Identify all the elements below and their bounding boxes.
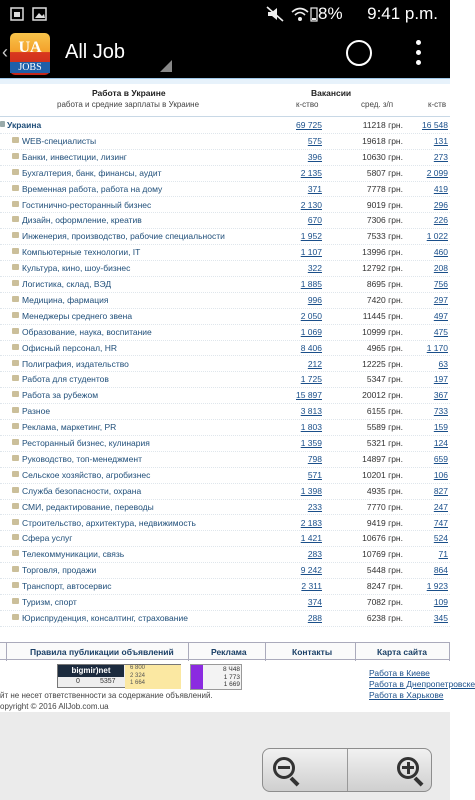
- avg-salary: 9419 грн.: [366, 517, 403, 528]
- folder-icon: [12, 455, 19, 461]
- avg-salary: 20012 грн.: [362, 390, 403, 401]
- table-row: [0, 261, 450, 277]
- table-row: [0, 563, 450, 579]
- vacancy-count-link[interactable]: 69 725: [296, 120, 322, 130]
- table-row: [0, 547, 450, 563]
- table-row: [0, 404, 450, 420]
- avg-salary: 19618 грн.: [362, 135, 403, 146]
- table-row: [0, 420, 450, 436]
- category-link[interactable]: Руководство, топ-менеджмент: [22, 453, 142, 464]
- avg-salary: 5589 грн.: [366, 422, 403, 433]
- resume-count-link[interactable]: 345: [433, 612, 448, 623]
- category-link[interactable]: Временная работа, работа на дому: [22, 183, 163, 194]
- vacancy-count-link[interactable]: 1 952: [300, 231, 322, 242]
- vacancy-count-link[interactable]: 1 885: [300, 279, 322, 289]
- avg-salary: 7420 грн.: [366, 294, 403, 305]
- category-link[interactable]: Туризм, спорт: [22, 597, 77, 607]
- category-link[interactable]: Банки, инвестиции, лизинг: [22, 151, 127, 162]
- resume-count-link[interactable]: 827: [433, 485, 448, 496]
- resume-count-link[interactable]: 475: [433, 326, 448, 337]
- vacancy-count-link[interactable]: 9 242: [300, 565, 322, 576]
- resume-count-link[interactable]: 297: [433, 294, 448, 305]
- avg-salary: 6238 грн.: [366, 612, 403, 623]
- avg-salary: 4965 грн.: [366, 342, 403, 353]
- header-salary: сред. з/п: [361, 100, 394, 109]
- vacancy-count-link[interactable]: 1 421: [300, 533, 322, 544]
- table-row: [0, 213, 450, 229]
- clock: 9:41 p.m.: [367, 4, 438, 23]
- table-row: [0, 134, 450, 150]
- app-title: All Job: [65, 41, 126, 63]
- wifi-icon: [291, 6, 309, 22]
- zoom-out-button[interactable]: [273, 757, 301, 785]
- folder-icon: [12, 360, 19, 366]
- resume-count-link[interactable]: 2 099: [426, 167, 448, 178]
- bigmir-zero: 0: [76, 678, 80, 685]
- category-link[interactable]: Полиграфия, издательство: [22, 358, 129, 369]
- category-link[interactable]: Служба безопасности, охрана: [22, 485, 142, 496]
- vacancy-count-link[interactable]: 2 311: [301, 581, 322, 592]
- category-link[interactable]: Медицина, фармация: [22, 294, 109, 305]
- category-link[interactable]: WEB-специалисты: [22, 135, 97, 146]
- battery-icon: [310, 6, 318, 22]
- table-row: [0, 229, 450, 245]
- resume-count-link[interactable]: 756: [433, 279, 448, 289]
- table-row: [0, 198, 450, 214]
- folder-icon: [12, 375, 19, 381]
- table-row: [0, 468, 450, 484]
- resume-count-link[interactable]: 247: [433, 501, 448, 512]
- resume-count-link[interactable]: 106: [433, 469, 448, 480]
- vacancy-count-link[interactable]: 1 107: [300, 247, 322, 258]
- table-row: [0, 484, 450, 500]
- vacancy-count-link[interactable]: 1 803: [300, 422, 322, 433]
- avg-salary: 7533 грн.: [366, 231, 403, 242]
- category-link[interactable]: Торговля, продажи: [22, 565, 97, 576]
- header-vacancies: Вакансии: [311, 88, 352, 98]
- bigmir-number: 5357: [100, 678, 116, 685]
- folder-icon: [12, 232, 19, 238]
- header-region: Работа в Украине: [92, 88, 166, 98]
- vacancy-count-link[interactable]: 798: [307, 453, 322, 464]
- city-links: [369, 668, 475, 701]
- collapse-icon[interactable]: [0, 121, 5, 127]
- vacancy-count-link[interactable]: 2 183: [300, 517, 322, 528]
- disclaimer-text: йт не несет ответственности за содержание объявлений.: [0, 691, 213, 700]
- resume-count-link[interactable]: 1 022: [426, 231, 448, 242]
- vacancy-count-link[interactable]: 996: [307, 294, 322, 305]
- vacancy-count-link[interactable]: 1 398: [300, 485, 322, 496]
- resume-count-link[interactable]: 733: [433, 406, 448, 417]
- counter-logo-icon: [191, 665, 203, 689]
- avg-salary: 10676 грн.: [362, 533, 403, 544]
- footer-nav: [0, 642, 450, 660]
- table-row: [0, 388, 450, 404]
- category-link[interactable]: Строительство, архитектура, недвижимость: [22, 517, 196, 528]
- table-row: [0, 611, 450, 627]
- category-link[interactable]: Менеджеры среднего звена: [22, 310, 133, 321]
- resume-count-link[interactable]: 208: [433, 263, 448, 274]
- category-link[interactable]: Логистика, склад, ВЭД: [22, 279, 112, 289]
- notification-icon: [10, 6, 26, 22]
- avg-salary: 10201 грн.: [362, 469, 403, 480]
- contacts-link[interactable]: Контакты: [292, 647, 333, 657]
- ads-link[interactable]: Реклама: [211, 647, 247, 657]
- avg-salary: 5448 грн.: [366, 565, 403, 576]
- avg-salary: 8695 грн.: [366, 279, 403, 289]
- vacancy-count-link[interactable]: 1 725: [300, 374, 322, 385]
- header-count2: к-ств: [428, 100, 447, 109]
- avg-salary: 10999 грн.: [362, 326, 403, 337]
- bigmir-brand: bigmir)net: [58, 665, 124, 677]
- folder-icon: [12, 487, 19, 493]
- folder-icon: [12, 503, 19, 509]
- vacancy-count-link[interactable]: 212: [307, 358, 322, 369]
- mute-icon: [266, 6, 286, 22]
- page-top-border: [0, 78, 450, 84]
- avg-salary: 12225 грн.: [362, 358, 403, 369]
- vacancy-count-link[interactable]: 670: [307, 215, 322, 226]
- folder-icon: [12, 153, 19, 159]
- bigmir-stats: 6 800 2 324 1 664: [125, 665, 181, 689]
- folder-icon: [12, 280, 19, 286]
- vacancy-count-link[interactable]: 288: [307, 612, 322, 623]
- status-bar: [0, 0, 450, 30]
- table-row: [0, 325, 450, 341]
- zoom-controls: [262, 748, 432, 792]
- resume-count-link[interactable]: 109: [433, 597, 448, 607]
- vacancy-count-link[interactable]: 374: [307, 597, 322, 607]
- battery-percent: 8%: [318, 4, 343, 23]
- category-link[interactable]: Юриспруденция, консалтинг, страхование: [22, 612, 188, 623]
- folder-icon: [12, 264, 19, 270]
- resume-count-link[interactable]: 16 548: [422, 120, 448, 130]
- resume-count-link[interactable]: 659: [433, 453, 448, 464]
- header-divider: [0, 116, 450, 117]
- category-link[interactable]: Реклама, маркетинг, PR: [22, 422, 117, 433]
- folder-icon: [12, 598, 19, 604]
- vacancy-count-link[interactable]: 575: [307, 135, 322, 146]
- table-row: [0, 531, 450, 547]
- visit-stats: 8 Ч48 1 773 1 669: [223, 666, 240, 688]
- city-link-kharkiv[interactable]: Работа в Харькове: [369, 690, 444, 700]
- avg-salary: 7082 грн.: [366, 597, 403, 607]
- avg-salary: 4935 грн.: [366, 485, 403, 496]
- table-row: [0, 150, 450, 166]
- resume-count-link[interactable]: 71: [438, 549, 448, 560]
- table-row: [0, 182, 450, 198]
- table-row: [0, 452, 450, 468]
- folder-icon: [12, 201, 19, 207]
- folder-icon: [12, 614, 19, 620]
- folder-icon: [12, 471, 19, 477]
- resume-count-link[interactable]: 197: [433, 374, 448, 385]
- resume-count-link[interactable]: 367: [433, 390, 448, 401]
- folder-icon: [12, 296, 19, 302]
- table-row: [0, 245, 450, 261]
- corner-indicator: [160, 60, 172, 72]
- folder-icon: [12, 185, 19, 191]
- image-icon: [32, 6, 48, 22]
- app-logo[interactable]: UA JOBS: [10, 33, 50, 75]
- category-link[interactable]: Инженерия, производство, рабочие специальности: [22, 231, 225, 242]
- category-link[interactable]: Транспорт, автосервис: [22, 581, 112, 592]
- folder-icon: [12, 169, 19, 175]
- folder-icon: [12, 550, 19, 556]
- category-link[interactable]: Работа за рубежом: [22, 390, 99, 401]
- resume-count-link[interactable]: 460: [433, 247, 448, 258]
- vacancy-count-link[interactable]: 571: [307, 469, 322, 480]
- folder-icon: [12, 519, 19, 525]
- avg-salary: 6155 грн.: [366, 406, 403, 417]
- folder-icon: [12, 407, 19, 413]
- table-row: [0, 516, 450, 532]
- folder-icon: [12, 391, 19, 397]
- avg-salary: 5321 грн.: [366, 438, 403, 448]
- resume-count-link[interactable]: 159: [433, 422, 448, 433]
- category-link[interactable]: Сельское хозяйство, агробизнес: [22, 469, 151, 480]
- avg-salary: 13996 грн.: [362, 247, 403, 258]
- vacancy-count-link[interactable]: 322: [307, 263, 322, 274]
- table-row: [0, 277, 450, 293]
- city-link-dnipro[interactable]: Работа в Днепропетровске: [369, 679, 475, 689]
- avg-salary: 5347 грн.: [366, 374, 403, 385]
- overflow-menu-icon[interactable]: [416, 40, 422, 68]
- avg-salary: 9019 грн.: [366, 199, 403, 210]
- vacancy-count-link[interactable]: 283: [307, 549, 322, 560]
- category-link[interactable]: Дизайн, оформление, креатив: [22, 215, 142, 226]
- resume-count-link[interactable]: 524: [433, 533, 448, 544]
- resume-count-link[interactable]: 124: [433, 438, 448, 448]
- category-link[interactable]: Работа для студентов: [22, 374, 109, 385]
- folder-icon: [12, 328, 19, 334]
- table-row-ukraine: [0, 118, 450, 134]
- category-link[interactable]: СМИ, редактирование, переводы: [22, 501, 154, 512]
- resume-count-link[interactable]: 1 923: [426, 581, 448, 592]
- table-row: [0, 436, 450, 452]
- avg-salary: 11445 грн.: [362, 310, 403, 321]
- folder-icon: [12, 312, 19, 318]
- resume-count-link[interactable]: 63: [438, 358, 448, 369]
- avg-salary: 12792 грн.: [362, 263, 403, 274]
- rules-link[interactable]: Правила публикации объявлений: [30, 647, 174, 657]
- folder-icon: [12, 137, 19, 143]
- table-row: [0, 166, 450, 182]
- folder-icon: [12, 423, 19, 429]
- resume-count-link[interactable]: 864: [433, 565, 448, 576]
- resume-count-link[interactable]: 273: [433, 151, 448, 162]
- sitemap-link[interactable]: Карта сайта: [377, 647, 428, 657]
- vacancy-count-link[interactable]: 396: [307, 151, 322, 162]
- header-count: к-ство: [296, 100, 319, 109]
- table-row: [0, 293, 450, 309]
- category-link[interactable]: Гостинично-ресторанный бизнес: [22, 199, 152, 210]
- avg-salary: 5807 грн.: [366, 167, 403, 178]
- header-region-sub: работа и средние зарплаты в Украине: [57, 100, 200, 109]
- avg-salary: 14897 грн.: [362, 453, 403, 464]
- visit-counter[interactable]: [190, 664, 242, 690]
- category-link[interactable]: Ресторанный бизнес, кулинария: [22, 438, 150, 448]
- table-row: [0, 309, 450, 325]
- avg-salary: 7770 грн.: [366, 501, 403, 512]
- vacancy-count-link[interactable]: 371: [307, 183, 322, 194]
- table-row: [0, 500, 450, 516]
- table-row: [0, 357, 450, 373]
- avg-salary: 7778 грн.: [366, 183, 403, 194]
- folder-icon: [12, 439, 19, 445]
- vacancy-count-link[interactable]: 233: [307, 501, 322, 512]
- back-chevron-icon[interactable]: ‹: [2, 42, 8, 62]
- vacancy-count-link[interactable]: 15 897: [296, 390, 322, 401]
- avg-salary: 10630 грн.: [362, 151, 403, 162]
- bigmir-counter[interactable]: [57, 664, 181, 688]
- resume-count-link[interactable]: 747: [433, 517, 448, 528]
- city-link-kyiv[interactable]: Работа в Киеве: [369, 668, 430, 678]
- folder-icon: [12, 566, 19, 572]
- table-row: [0, 595, 450, 611]
- category-link[interactable]: Образование, наука, воспитание: [22, 326, 152, 337]
- vacancy-count-link[interactable]: 8 406: [300, 342, 322, 353]
- avg-salary: 10769 грн.: [362, 549, 403, 560]
- resume-count-link[interactable]: 296: [433, 199, 448, 210]
- table-row: [0, 579, 450, 595]
- zoom-in-button[interactable]: [397, 757, 425, 785]
- category-link[interactable]: Культура, кино, шоу-бизнес: [22, 263, 131, 274]
- category-link[interactable]: Телекоммуникации, связь: [22, 549, 125, 560]
- resume-count-link[interactable]: 419: [433, 183, 448, 194]
- refresh-icon[interactable]: [346, 40, 372, 66]
- folder-icon: [12, 344, 19, 350]
- resume-count-link[interactable]: 497: [433, 310, 448, 321]
- vacancy-count-link[interactable]: 2 050: [300, 310, 322, 321]
- region-name[interactable]: Украина: [7, 120, 42, 130]
- vacancy-count-link[interactable]: 3 813: [300, 406, 322, 417]
- copyright-text: opyright © 2016 AllJob.com.ua: [0, 702, 109, 711]
- category-link[interactable]: Офисный персонал, HR: [22, 342, 118, 353]
- vacancy-count-link[interactable]: 2 135: [300, 167, 322, 178]
- table-row: [0, 372, 450, 388]
- vacancy-count-link[interactable]: 1 359: [300, 438, 322, 448]
- avg-salary: 7306 грн.: [366, 215, 403, 226]
- vacancy-count-link[interactable]: 1 069: [300, 326, 322, 337]
- folder-icon: [12, 216, 19, 222]
- folder-icon: [12, 582, 19, 588]
- vacancy-count-link[interactable]: 2 130: [300, 199, 322, 210]
- category-link[interactable]: Компьютерные технологии, IT: [22, 247, 141, 258]
- avg-salary: 8247 грн.: [366, 581, 403, 592]
- resume-count-link[interactable]: 1 170: [426, 342, 448, 353]
- table-row: [0, 341, 450, 357]
- folder-icon: [12, 248, 19, 254]
- category-link[interactable]: Разное: [22, 406, 51, 417]
- folder-icon: [12, 534, 19, 540]
- resume-count-link[interactable]: 226: [433, 215, 448, 226]
- category-link[interactable]: Сфера услуг: [22, 533, 73, 544]
- avg-salary: 11218 грн.: [362, 120, 403, 130]
- action-bar: [0, 30, 450, 78]
- category-link[interactable]: Бухгалтерия, банк, финансы, аудит: [22, 167, 162, 178]
- resume-count-link[interactable]: 131: [433, 135, 448, 146]
